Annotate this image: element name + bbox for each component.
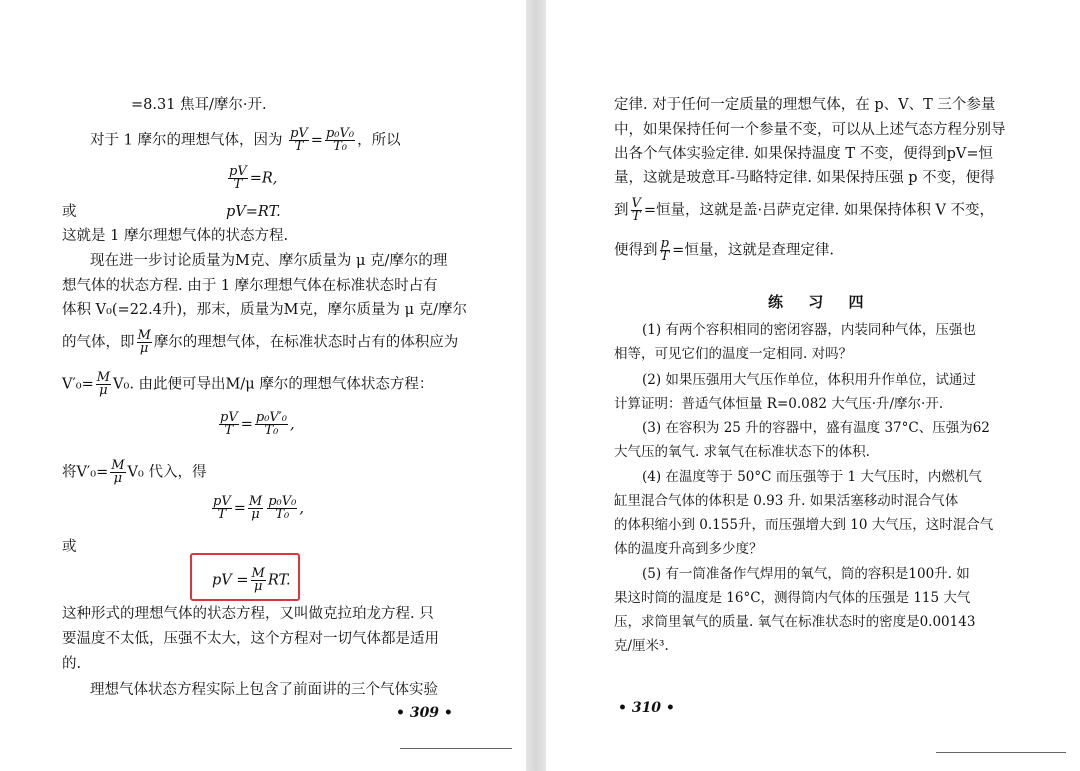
text-line (614, 238, 834, 263)
fraction (289, 128, 309, 153)
text: 到 (614, 202, 629, 219)
denominator: T (631, 209, 641, 224)
text-line: 理想气体状态方程实际上包含了前面讲的三个气体实验 (90, 682, 438, 698)
fraction (248, 496, 263, 521)
text-line: 这种形式的理想气体的状态方程，又叫做克拉珀龙方程. 只 (62, 606, 434, 622)
text-line: 或 (62, 539, 77, 555)
exercise-line: 的体积缩小到 0.155升，而压强增大到 10 大气压，这时混合气 (614, 517, 994, 533)
fraction (660, 238, 671, 263)
denominator: T (294, 139, 304, 154)
text: 的气体，即 (62, 334, 135, 351)
fraction (255, 412, 288, 437)
exercise-line: (5) 有一筒准备作气焊用的氧气，筒的容积是100升. 如 (642, 566, 970, 582)
denominator: T (660, 249, 670, 264)
text-line: 想气体的状态方程. 由于 1 摩尔理想气体在标准状态时占有 (62, 278, 438, 294)
denominator: T₀ (333, 139, 347, 154)
text-line: 定律. 对于任何一定质量的理想气体，在 p、V、T 三个参量 (614, 97, 996, 113)
exercise-line: 缸里混合气体的体积是 0.93 升. 如果活塞移动时混合气体 (614, 493, 959, 509)
left-page (0, 0, 526, 771)
page-number: • 310 • (618, 700, 675, 716)
divider (400, 748, 512, 749)
equation (226, 166, 277, 191)
fraction (219, 412, 239, 437)
text-line: 要温度不太低，压强不太大，这个方程对一切气体都是适用 (62, 631, 439, 647)
text: pV = (212, 572, 249, 589)
denominator: μ (251, 507, 260, 522)
text-line (614, 198, 994, 223)
fraction (96, 372, 111, 397)
divider (936, 752, 1066, 753)
numerator: p₀V₀ (268, 494, 297, 509)
text-line: 的. (62, 656, 82, 672)
numerator: M (248, 494, 263, 509)
fraction (267, 496, 297, 521)
denominator: μ (139, 341, 149, 356)
exercise-line: 计算证明：普适气体恒量 R=0.082 大气压·升/摩尔·开. (614, 396, 944, 412)
exercise-line: (2) 如果压强用大气压作单位，体积用升作单位，试通过 (642, 372, 976, 388)
fraction (631, 198, 642, 223)
text-line (62, 372, 433, 397)
text: =恒量，这就是盖·吕萨克定律. 如果保持体积 V 不变， (643, 202, 995, 219)
fraction (251, 568, 266, 593)
numerator: M (137, 328, 151, 343)
exercise-line: (4) 在温度等于 50°C 而压强等于 1 大气压时，内燃机气 (642, 469, 982, 485)
numerator: pV (229, 164, 247, 179)
text: V₀ 代入，得 (127, 464, 207, 481)
text-line (62, 330, 458, 355)
exercise-line: 相等，可见它们的温度一定相同. 对吗？ (614, 346, 853, 362)
text: 将V′₀= (62, 464, 109, 481)
exercise-heading: 练 习 四 (768, 293, 874, 311)
text: 对于 1 摩尔的理想气体，因为 (90, 132, 283, 149)
denominator: μ (113, 471, 123, 486)
text-line: 这就是 1 摩尔理想气体的状态方程. (62, 228, 289, 244)
exercise-line: 大气压的氧气. 求氧气在标准状态下的体积. (614, 444, 870, 460)
equation: $\frac{pV}{T}$ = $\frac{M}{\mu}$ $\frac{\text{p₀V₀}}{\text{T₀}}$ , (213, 494, 304, 522)
numerator: M (251, 566, 265, 581)
denominator: T (233, 177, 243, 192)
fraction (228, 166, 248, 191)
denominator: T (224, 423, 234, 438)
fraction (110, 460, 125, 485)
fraction (325, 128, 355, 153)
text-line: 对于 1 摩尔的理想气体，因为 $\frac{pV}{T}$ = $\frac{\text{p₀V₀}}{\text{T₀}}$ ，所以 (90, 126, 401, 154)
exercise-line: 克/厘米³. (614, 638, 669, 654)
text: =恒量，这就是查理定律. (672, 242, 834, 259)
numerator: p₀V′₀ (255, 410, 287, 425)
text: 摩尔的理想气体，在标准状态时占有的体积应为 (153, 334, 459, 351)
text: ，所以 (357, 132, 401, 149)
clapeyron-equation (212, 568, 291, 593)
text-line: 量，这就是玻意耳-马略特定律. 如果保持压强 p 不变，便得 (614, 170, 995, 186)
numerator: pV (290, 126, 308, 141)
numerator: V (631, 196, 641, 211)
fraction (212, 496, 232, 521)
text-line: =8.31 焦耳/摩尔·开. (131, 97, 267, 113)
text: 便得到 (614, 242, 658, 259)
text-line: 出各个气体实验定律. 如果保持温度 T 不变，便得到pV=恒 (614, 146, 994, 162)
page-number: • 309 • (396, 705, 453, 721)
numerator: p (660, 236, 669, 251)
numerator: pV (213, 494, 231, 509)
exercise-line: 压，求筒里氧气的质量. 氧气在标准状态时的密度是0.00143 (614, 614, 976, 630)
exercise-line: 体的温度升高到多少度？ (614, 541, 763, 557)
text: =R, (249, 170, 278, 187)
exercise-line: (3) 在容积为 25 升的容器中，盛有温度 37°C、压强为62 (642, 420, 990, 436)
book-gutter (526, 0, 546, 771)
denominator: T (217, 507, 227, 522)
numerator: pV (220, 410, 238, 425)
text-line (62, 460, 206, 485)
denominator: T₀ (275, 507, 290, 522)
text-line: 或 (62, 204, 77, 220)
denominator: μ (253, 579, 263, 594)
text: RT. (267, 572, 291, 589)
numerator: p₀V₀ (325, 126, 355, 141)
text: V₀. 由此便可导出M/μ 摩尔的理想气体状态方程： (113, 376, 434, 393)
numerator: M (111, 458, 125, 473)
numerator: M (96, 370, 111, 385)
fraction (137, 330, 152, 355)
denominator: T₀ (264, 423, 279, 438)
right-page (546, 0, 1080, 771)
equation: $\frac{pV}{T}$ = $\frac{\text{p₀V′₀}}{\text{T₀}}$ , (220, 410, 295, 438)
text: V′₀= (62, 376, 94, 393)
exercise-line: 果这时筒的温度是 16°C，测得筒内气体的压强是 115 大气 (614, 590, 971, 606)
text-line: 体积 V₀(=22.4升)，那末，质量为M克，摩尔质量为 μ 克/摩尔 (62, 302, 468, 318)
denominator: μ (99, 383, 108, 398)
text-line: 中，如果保持任何一个参量不变，可以从上述气态方程分别导 (614, 122, 1006, 138)
exercise-line: (1) 有两个容积相同的密闭容器，内装同种气体，压强也 (642, 322, 976, 338)
equation: pV=RT. (226, 204, 281, 220)
text-line: 现在进一步讨论质量为M克、摩尔质量为 μ 克/摩尔的理 (90, 253, 448, 269)
